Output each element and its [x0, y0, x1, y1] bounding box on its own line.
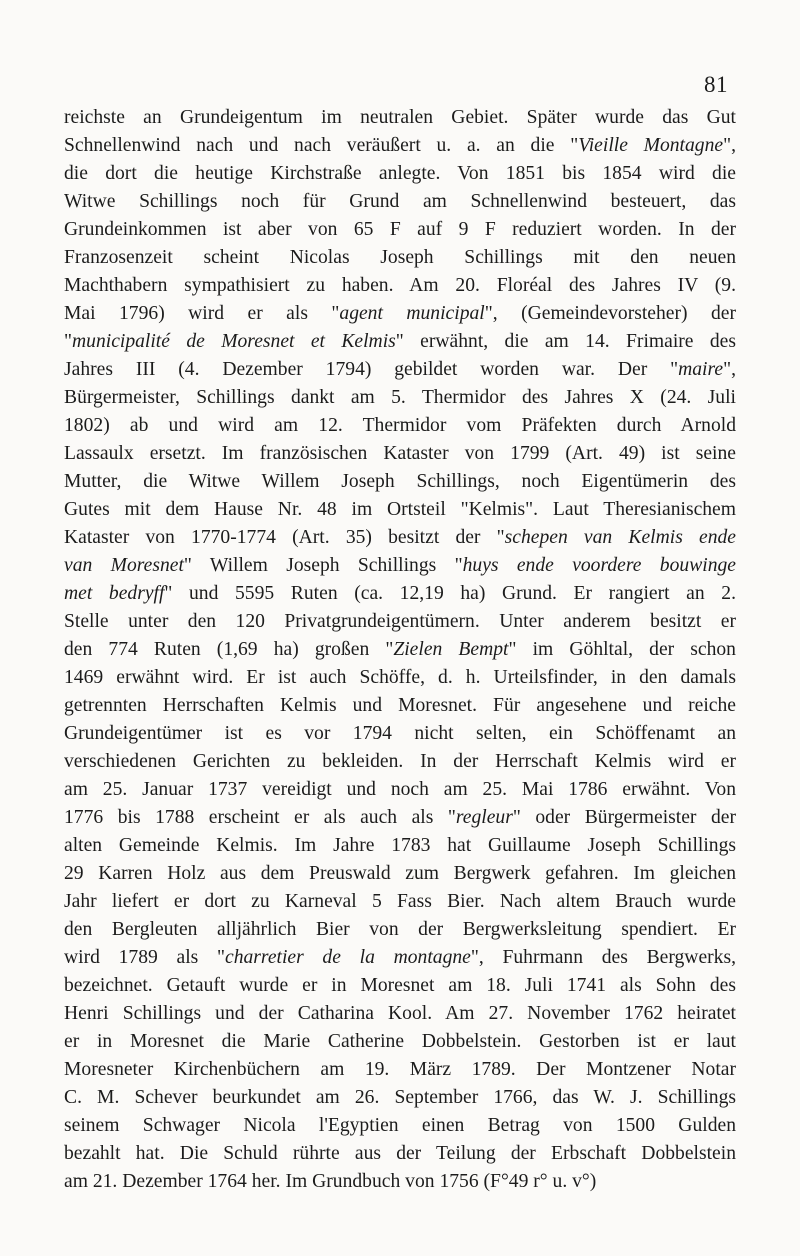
italic-term: regleur [455, 807, 513, 828]
text-segment: den 774 Ruten (1,69 ha) großen " [64, 639, 394, 660]
text-segment: wird 1789 als " [64, 947, 225, 968]
text-line [64, 636, 736, 664]
text-segment: " [64, 331, 72, 352]
text-segment: Jahres III (4. Dezember 1794) gebildet worden war. Der " [64, 359, 679, 380]
text-segment: " im Göhltal, der schon [508, 639, 736, 660]
text-line [64, 1000, 736, 1028]
text-segment: " und 5595 Ruten (ca. 12,19 ha) Grund. Er rangiert an 2. [164, 583, 736, 604]
text-line [64, 1028, 736, 1056]
text-segment: am 21. Dezember 1764 her. Im Grundbuch von 1756 (F°49 r° u. v°) [64, 1171, 597, 1192]
text-segment: ", (Gemeindevorsteher) der [484, 303, 737, 324]
text-segment: Lassaulx ersetzt. Im französischen Kataster von 1799 (Art. 49) ist seine [64, 443, 736, 464]
text-segment: den Bergleuten alljährlich Bier von der Bergwerksleitung spendiert. Er [64, 919, 736, 940]
text-line [64, 776, 736, 804]
text-line [64, 804, 736, 832]
italic-term: van Moresnet [64, 555, 184, 576]
text-segment: Kataster von 1770-1774 (Art. 35) besitzt der " [64, 527, 505, 548]
text-segment: 29 Karren Holz aus dem Preuswald zum Bergwerk gefahren. Im gleichen [64, 863, 736, 884]
text-line [64, 272, 736, 300]
text-line [64, 244, 736, 272]
text-segment: reichste an Grundeigentum im neutralen Gebiet. Später wurde das Gut [64, 107, 736, 128]
text-line [64, 412, 736, 440]
text-segment: Grundeinkommen ist aber von 65 F auf 9 F reduziert worden. In der [64, 219, 736, 240]
text-line [64, 496, 736, 524]
text-segment: am 25. Januar 1737 vereidigt und noch am 25. Mai 1786 erwähnt. Von [64, 779, 736, 800]
text-segment: ", Fuhrmann des Bergwerks, [470, 947, 736, 968]
text-line [64, 356, 736, 384]
italic-term: Vieille Montagne [578, 135, 724, 156]
italic-term: agent municipal [339, 303, 485, 324]
italic-term: Zielen Bempt [393, 639, 509, 660]
body-text [64, 104, 736, 1196]
text-segment: Bürgermeister, Schillings dankt am 5. Thermidor des Jahres X (24. Juli [64, 387, 736, 408]
text-segment: " erwähnt, die am 14. Frimaire des [395, 331, 736, 352]
text-segment: Stelle unter den 120 Privatgrundeigentümern. Unter anderem besitzt er [64, 611, 736, 632]
text-line [64, 1056, 736, 1084]
italic-term: huys ende voordere bouwinge [462, 555, 736, 576]
text-line [64, 328, 736, 356]
text-line [64, 1168, 736, 1196]
text-line [64, 608, 736, 636]
text-segment: Schnellenwind nach und nach veräußert u. a. an die " [64, 135, 579, 156]
text-line [64, 188, 736, 216]
text-line [64, 748, 736, 776]
text-line [64, 160, 736, 188]
italic-term: met bedryff [64, 583, 165, 604]
text-segment: " Willem Joseph Schillings " [183, 555, 463, 576]
text-line [64, 440, 736, 468]
text-line [64, 860, 736, 888]
text-line [64, 1112, 736, 1140]
text-line [64, 580, 736, 608]
text-line [64, 104, 736, 132]
text-line [64, 664, 736, 692]
page-number: 81 [704, 72, 728, 97]
text-segment: bezeichnet. Getauft wurde er in Moresnet am 18. Juli 1741 als Sohn des [64, 975, 736, 996]
text-segment: C. M. Schever beurkundet am 26. September 1766, das W. J. Schillings [64, 1087, 736, 1108]
text-segment: Mutter, die Witwe Willem Joseph Schillings, noch Eigentümerin des [64, 471, 736, 492]
text-segment: Mai 1796) wird er als " [64, 303, 340, 324]
text-segment: Henri Schillings und der Catharina Kool. Am 27. November 1762 heiratet [64, 1003, 736, 1024]
text-line [64, 832, 736, 860]
italic-term: maire [678, 359, 724, 380]
text-segment: " oder Bürgermeister der [512, 807, 736, 828]
text-line [64, 468, 736, 496]
text-line [64, 944, 736, 972]
text-line [64, 384, 736, 412]
text-line [64, 720, 736, 748]
text-segment: Franzosenzeit scheint Nicolas Joseph Schillings mit den neuen [64, 247, 736, 268]
text-line [64, 888, 736, 916]
text-segment: Witwe Schillings noch für Grund am Schnellenwind besteuert, das [64, 191, 736, 212]
text-line [64, 916, 736, 944]
text-line [64, 692, 736, 720]
text-segment: 1469 erwähnt wird. Er ist auch Schöffe, d. h. Urteilsfinder, in den damals [64, 667, 736, 688]
text-line [64, 524, 736, 552]
text-segment: die dort die heutige Kirchstraße anlegte. Von 1851 bis 1854 wird die [64, 163, 736, 184]
text-line [64, 216, 736, 244]
text-segment: verschiedenen Gerichten zu bekleiden. In der Herrschaft Kelmis wird er [64, 751, 736, 772]
text-segment: er in Moresnet die Marie Catherine Dobbelstein. Gestorben ist er laut [64, 1031, 736, 1052]
text-segment: Gutes mit dem Hause Nr. 48 im Ortsteil "Kelmis". Laut Theresianischem [64, 499, 736, 520]
text-line [64, 1084, 736, 1112]
text-segment: seinem Schwager Nicola l'Egyptien einen Betrag von 1500 Gulden [64, 1115, 736, 1136]
italic-term: schepen van Kelmis ende [504, 527, 736, 548]
text-segment: bezahlt hat. Die Schuld rührte aus der Teilung der Erbschaft Dobbelstein [64, 1143, 736, 1164]
text-line [64, 972, 736, 1000]
text-line [64, 1140, 736, 1168]
text-segment: alten Gemeinde Kelmis. Im Jahre 1783 hat Guillaume Joseph Schillings [64, 835, 736, 856]
text-segment: 1802) ab und wird am 12. Thermidor vom Präfekten durch Arnold [64, 415, 736, 436]
text-line [64, 132, 736, 160]
text-segment: Jahr liefert er dort zu Karneval 5 Fass Bier. Nach altem Brauch wurde [64, 891, 736, 912]
text-segment: ", [723, 359, 736, 380]
text-segment: 1776 bis 1788 erscheint er als auch als " [64, 807, 456, 828]
text-segment: Moresneter Kirchenbüchern am 19. März 1789. Der Montzener Notar [64, 1059, 736, 1080]
text-segment: Machthabern sympathisiert zu haben. Am 20. Floréal des Jahres IV (9. [64, 275, 736, 296]
text-line [64, 300, 736, 328]
italic-term: charretier de la montagne [225, 947, 471, 968]
italic-term: municipalité de Moresnet et Kelmis [72, 331, 396, 352]
text-segment: Grundeigentümer ist es vor 1794 nicht selten, ein Schöffenamt an [64, 723, 736, 744]
text-line [64, 552, 736, 580]
text-segment: ", [723, 135, 736, 156]
text-segment: getrennten Herrschaften Kelmis und Moresnet. Für angesehene und reiche [64, 695, 736, 716]
